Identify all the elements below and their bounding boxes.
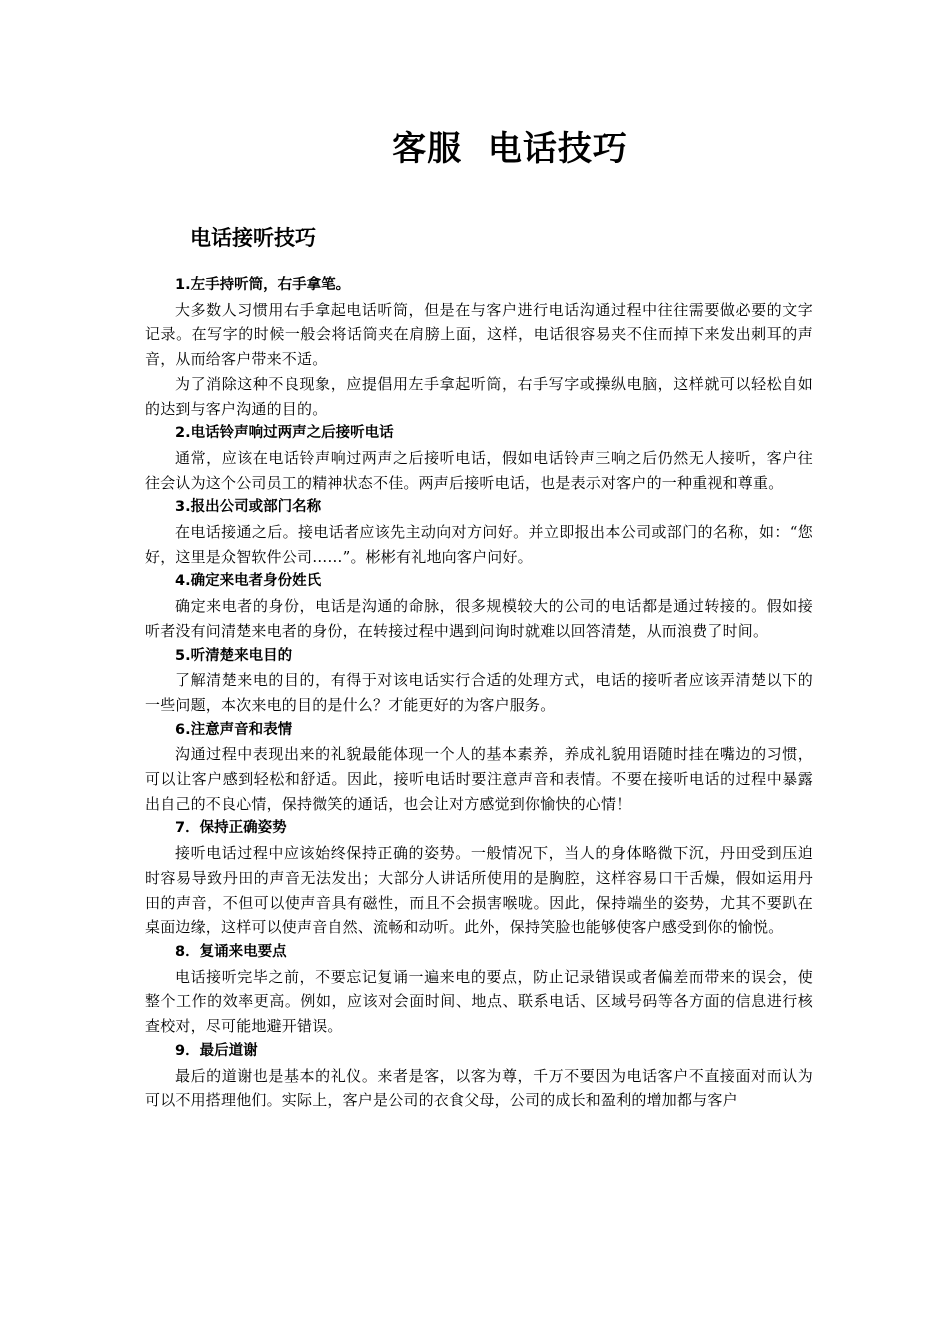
- paragraph: 大多数人习惯用右手拿起电话听筒，但是在与客户进行电话沟通过程中往往需要做必要的文字记录。在写字的时候一般会将话筒夹在肩膀上面，这样，电话很容易夹不住而掉下来发出刺耳的声音，从而给客户带来不适。: [145, 300, 813, 369]
- item-heading: 5.听清楚来电目的: [175, 647, 293, 664]
- paragraph: 了解清楚来电的目的，有得于对该电话实行合适的处理方式，电话的接听者应该弄清楚以下的一些问题，本次来电的目的是什么？才能更好的为客户服务。: [145, 671, 813, 714]
- list-item: [145, 940, 813, 1039]
- item-heading: 9．最后道谢: [175, 1042, 258, 1059]
- list-item: [145, 495, 813, 569]
- item-heading: 3.报出公司或部门名称: [175, 499, 322, 516]
- item-heading: 8．复诵来电要点: [175, 943, 287, 960]
- item-heading: 6.注意声音和表情: [175, 721, 293, 738]
- list-item: [145, 273, 813, 421]
- paragraph: 通常，应该在电话铃声响过两声之后接听电话，假如电话铃声三响之后仍然无人接听，客户往往会认为这个公司员工的精神状态不佳。两声后接听电话，也是表示对客户的一种重视和尊重。: [145, 448, 813, 492]
- list-item: [145, 718, 813, 817]
- section-heading: 电话接听技巧: [190, 226, 316, 250]
- list-item: [145, 644, 813, 718]
- paragraph: 最后的道谢也是基本的礼仪。来者是客，以客为尊，千万不要因为电话客户不直接面对而认为可以不用搭理他们。实际上，客户是公司的衣食父母，公司的成长和盈利的增加都与客户: [145, 1066, 813, 1110]
- paragraph: 沟通过程中表现出来的礼貌最能体现一个人的基本素养，养成礼貌用语随时挂在嘴边的习惯，可以让客户感到轻松和舒适。因此，接听电话时要注意声音和表情。不要在接听电话的过程中暴露出自己的不良心情，保持微笑的通话，也会让对方感觉到你愉快的心情！: [145, 745, 813, 813]
- list-item: [145, 1039, 813, 1113]
- paragraph: 电话接听完毕之前，不要忘记复诵一遍来电的要点，防止记录错误或者偏差而带来的误会，使整个工作的效率更高。例如，应该对会面时间、地点、联系电话、区域号码等各方面的信息进行核查校对，尽可能地避开错误。: [145, 967, 813, 1036]
- list-item: [145, 816, 813, 940]
- paragraph: 为了消除这种不良现象，应提倡用左手拿起听筒，右手写字或操纵电脑，这样就可以轻松自如的达到与客户沟通的目的。: [145, 374, 813, 418]
- document-title: 客服 电话技巧: [392, 129, 628, 169]
- document-body: [145, 273, 813, 1113]
- list-item: [145, 421, 813, 495]
- item-heading: 7．保持正确姿势: [175, 820, 287, 837]
- paragraph: 确定来电者的身份，电话是沟通的命脉，很多规模较大的公司的电话都是通过转接的。假如接听者没有问清楚来电者的身份，在转接过程中遇到问询时就难以回答清楚，从而浪费了时间。: [145, 597, 813, 640]
- item-heading: 4.确定来电者身份姓氏: [175, 573, 322, 590]
- list-item: [145, 569, 813, 643]
- paragraph: 接听电话过程中应该始终保持正确的姿势。一般情况下，当人的身体略微下沉，丹田受到压迫时容易导致丹田的声音无法发出；大部分人讲话所使用的是胸腔，这样容易口干舌燥，假如运用丹田的声音，不但可以使声音具有磁性，而且不会损害喉咙。因此，保持端坐的姿势，尤其不要趴在桌面边缘，这样可以使声音自然、流畅和动听。此外，保持笑脸也能够使客户感受到你的愉悦。: [145, 844, 813, 937]
- item-heading: 1.左手持听筒，右手拿笔。: [175, 277, 351, 293]
- item-heading: 2.电话铃声响过两声之后接听电话: [175, 425, 394, 442]
- paragraph: 在电话接通之后。接电话者应该先主动向对方问好。并立即报出本公司或部门的名称，如：“您好，这里是众智软件公司……”。彬彬有礼地向客户问好。: [145, 523, 813, 566]
